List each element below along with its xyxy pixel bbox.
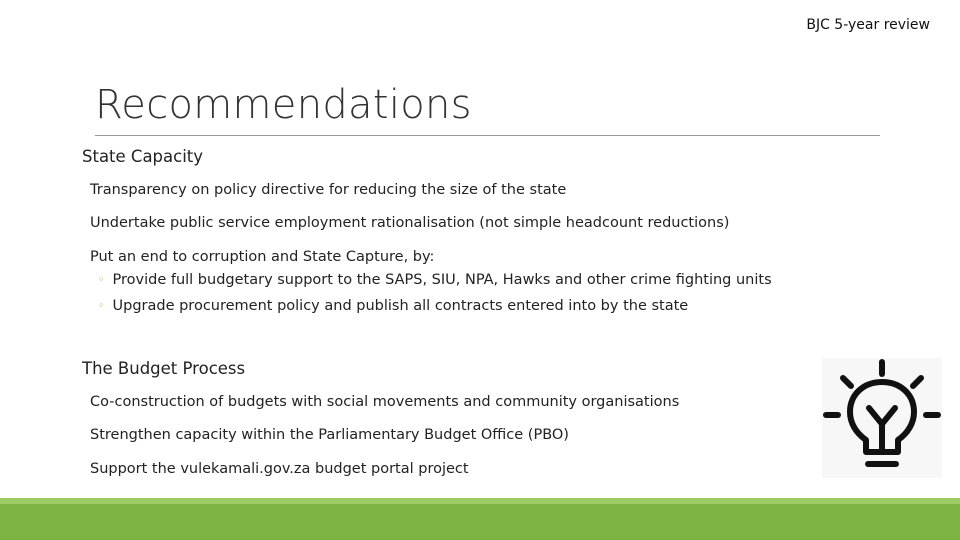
list-item: Strengthen capacity within the Parliamentary Budget Office (PBO) — [90, 427, 569, 443]
footer-highlight — [0, 498, 960, 504]
header-label: BJC 5-year review — [806, 17, 930, 33]
lightbulb-icon — [822, 358, 942, 478]
list-item: Co-construction of budgets with social movements and community organisations — [90, 394, 680, 410]
circle-bullet-icon: ◦ — [98, 273, 105, 286]
sub-list-item — [98, 272, 772, 288]
footer-bar — [0, 498, 960, 540]
section-heading-state-capacity: State Capacity — [82, 147, 204, 166]
title-divider — [95, 135, 880, 136]
list-item: Support the vulekamali.gov.za budget portal project — [90, 461, 469, 477]
section-heading-budget-process: The Budget Process — [82, 359, 246, 378]
sub-list-item-text: Upgrade procurement policy and publish all contracts entered into by the state — [112, 298, 689, 314]
sub-list-item-text: Provide full budgetary support to the SAPS, SIU, NPA, Hawks and other crime fighting units — [112, 272, 772, 288]
circle-bullet-icon: ◦ — [98, 299, 105, 312]
list-item: Transparency on policy directive for reducing the size of the state — [90, 182, 567, 198]
list-item: Undertake public service employment rationalisation (not simple headcount reductions) — [90, 215, 730, 231]
slide-title: Recommendations — [95, 82, 472, 128]
list-item: Put an end to corruption and State Capture, by: — [90, 249, 435, 265]
sub-list-item — [98, 298, 688, 314]
